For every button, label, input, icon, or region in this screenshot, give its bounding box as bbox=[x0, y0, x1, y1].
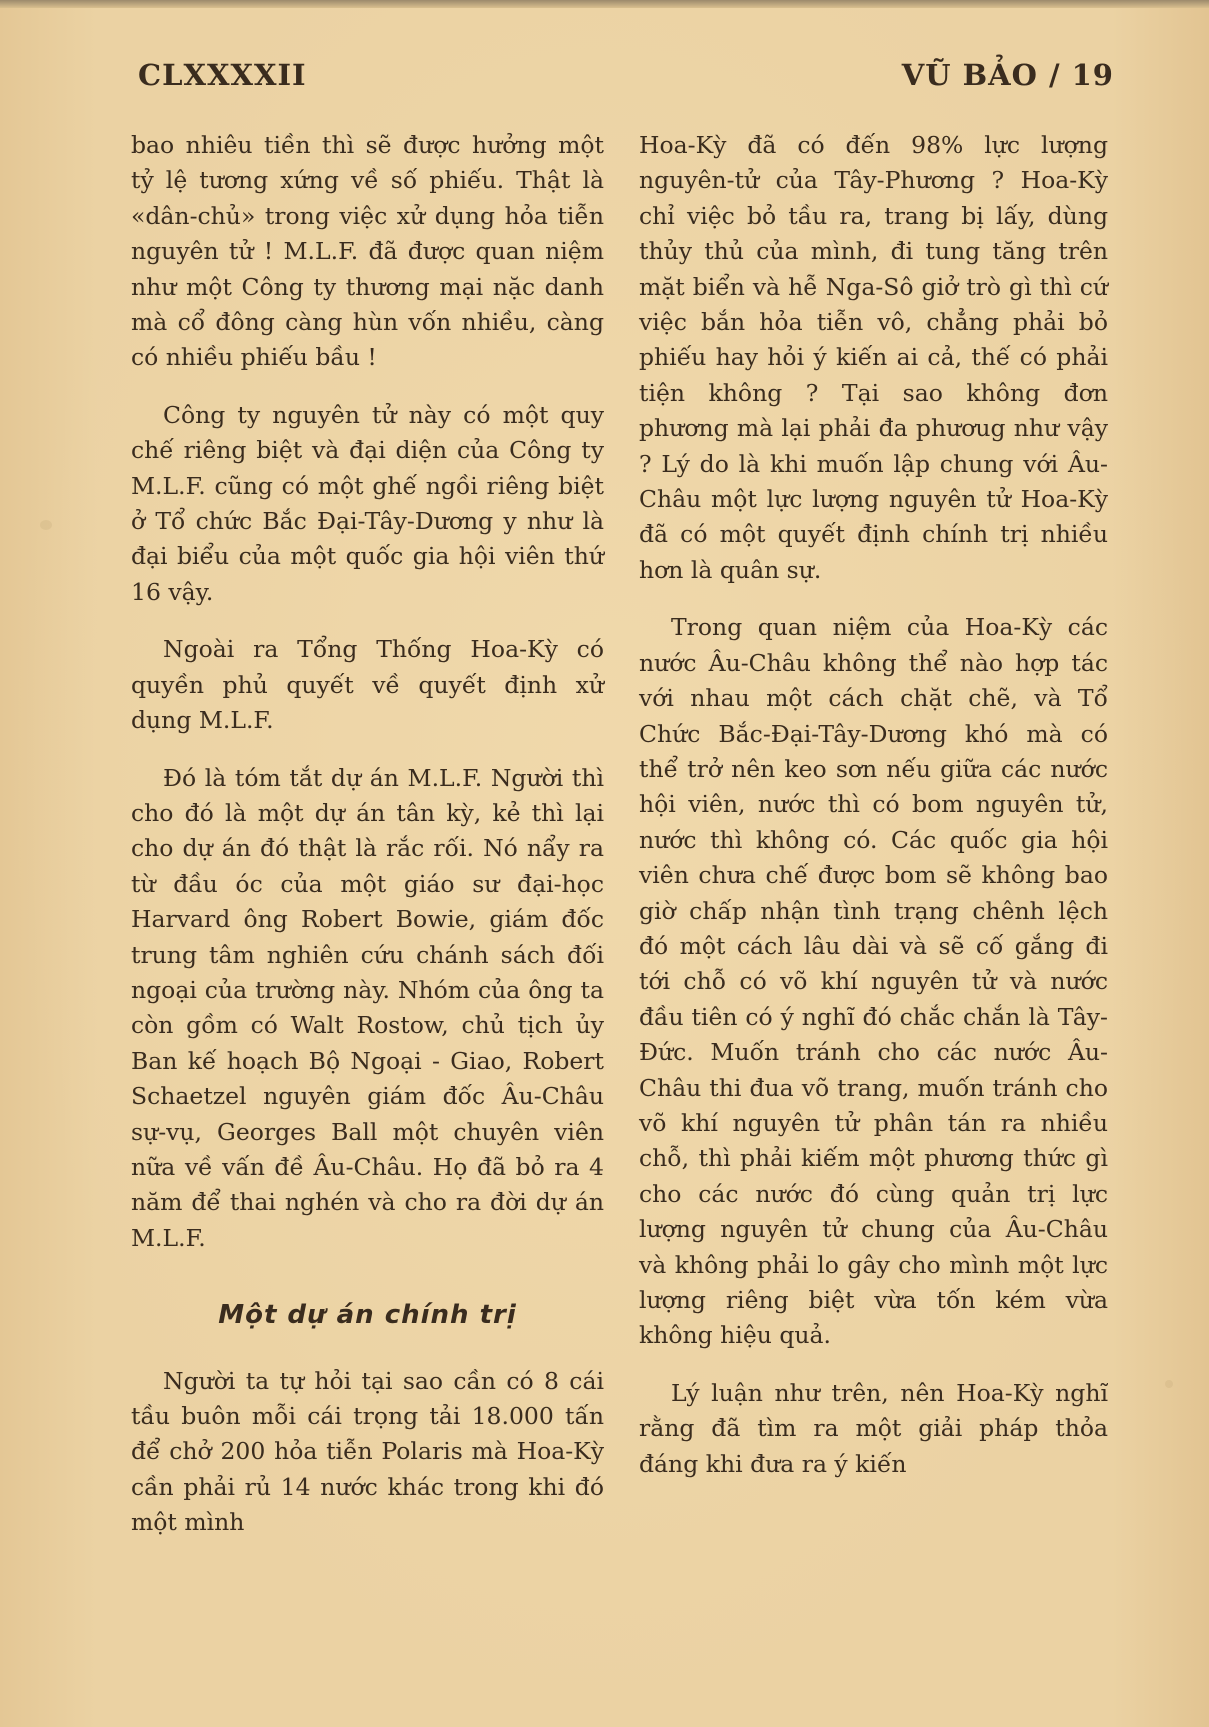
paragraph: Ngoài ra Tổng Thống Hoa-Kỳ có quyền phủ quyết về quyết định xử dụng M.L.F. bbox=[131, 635, 604, 735]
paper-speck bbox=[1165, 1380, 1173, 1388]
paragraph: Người ta tự hỏi tại sao cần có 8 cái tầu buôn mỗi cái trọng tải 18.000 tấn để chở 200 hỏa tiễn Polaris mà Hoa-Kỳ cần phải rủ 14 nước khác trong khi đó một mình bbox=[131, 1366, 604, 1537]
paragraph: Đó là tóm tắt dự án M.L.F. Người thì cho đó là một dự án tân kỳ, kẻ thì lại cho dự án đó thật là rắc rối. Nó nẩy ra từ đầu óc của một giáo sư đại-học Harvard ông Robert Bowie, giám đốc trung tâm nghiên cứu chánh sách đối ngoại của trường này. Nhóm của ông ta còn gồm có Walt Rostow, chủ tịch ủy Ban kế hoạch Bộ Ngoại - Giao, Robert Schaetzel nguyên giám đốc Âu-Châu sự-vụ, Georges Ball một chuyên viên nữa về vấn đề Âu-Châu. Họ đã bỏ ra 4 năm để thai nghén và cho ra đời dự án M.L.F. bbox=[131, 763, 604, 1252]
paragraph: Trong quan niệm của Hoa-Kỳ các nước Âu-Châu không thể nào hợp tác với nhau một cách chặt chẽ, và Tổ Chức Bắc-Đại-Tây-Dương khó mà có thể trở nên keo sơn nếu giữa các nước hội viên, nước thì có bom nguyên tử, nước thì không có. Các quốc gia hội viên chưa chế được bom sẽ không bao giờ chấp nhận tình trạng chênh lệch đó một cách lâu dài và sẽ cố gắng đi tới chỗ có võ khí nguyên tử và nước đầu tiên có ý nghĩ đó chắc chắn là Tây-Đức. Muốn tránh cho các nước Âu-Châu thi đua võ trang, muốn tránh cho võ khí nguyên tử phân tán ra nhiều chỗ, thì phải kiếm một phương thức gì cho các nước đó cùng quản trị lực lượng nguyên tử chung của Âu-Châu và không phải lo gây cho mình một lực lượng riêng biệt vừa tốn kém vừa không hiệu quả. bbox=[639, 613, 1108, 1350]
page-number-roman: CLXXXXII bbox=[138, 58, 307, 92]
section-subheading: Một dự án chính trị bbox=[218, 1300, 517, 1331]
paragraph: Lý luận như trên, nên Hoa-Kỳ nghĩ rằng đã tìm ra một giải pháp thỏa đáng khi đưa ra ý kiến bbox=[639, 1378, 1108, 1478]
paragraph: Hoa-Kỳ đã có đến 98% lực lượng nguyên-tử của Tây-Phương ? Hoa-Kỳ chỉ việc bỏ tầu ra, trang bị lấy, dùng thủy thủ của mình, đi tung tăng trên mặt biển và hễ Nga-Sô giở trò gì thì cứ việc bắn hỏa tiễn vô, chẳng phải bỏ phiếu hay hỏi ý kiến ai cả, thế có phải tiện không ? Tại sao không đơn phương mà lại phải đa phươug như vậy ? Lý do là khi muốn lập chung với Âu-Châu một lực lượng nguyên tử Hoa-Kỳ đã có một quyết định chính trị nhiều hơn là quân sự. bbox=[639, 131, 1108, 584]
paragraph: bao nhiêu tiền thì sẽ được hưởng một tỷ lệ tương xứng về số phiếu. Thật là «dân-chủ» trong việc xử dụng hỏa tiễn nguyên tử ! M.L.F. đã được quan niệm như một Công ty thương mại nặc danh mà cổ đông càng hùn vốn nhiều, càng có nhiều phiếu bầu ! bbox=[131, 131, 604, 372]
right-column bbox=[639, 128, 1108, 1482]
left-column bbox=[131, 128, 604, 1541]
paragraph: Công ty nguyên tử này có một quy chế riêng biệt và đại diện của Công ty M.L.F. cũng có một ghế ngồi riêng biệt ở Tổ chức Bắc Đại-Tây-Dương y như là đại biểu của một quốc gia hội viên thứ 16 vậy. bbox=[131, 400, 604, 606]
author-page-marker: VŨ BẢO / 19 bbox=[901, 58, 1114, 92]
page-top-edge bbox=[0, 0, 1209, 8]
paper-speck bbox=[40, 520, 52, 530]
running-header bbox=[0, 58, 1209, 108]
